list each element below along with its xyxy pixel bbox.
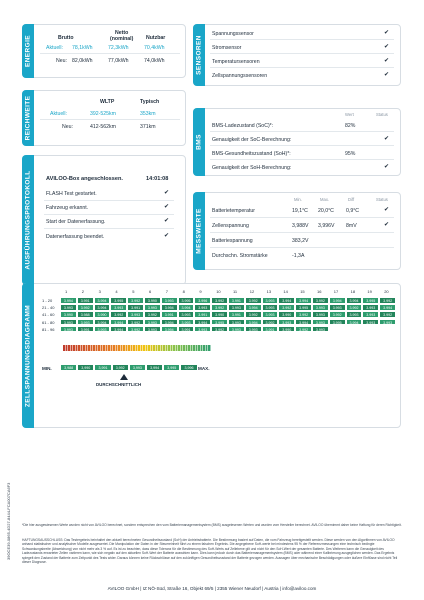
scale-tick (187, 344, 188, 352)
average-label: DURCHSCHNITTLICH (96, 382, 142, 387)
energie-value: 77,0kWh (108, 58, 129, 64)
scale-tick (185, 344, 186, 352)
scale-tick (147, 344, 148, 352)
scale-tick (192, 344, 193, 352)
cell-voltage: 3.994 (94, 297, 111, 304)
scale-tick (182, 344, 183, 352)
scale-tick (112, 344, 113, 352)
scale-value: 3,994 (146, 364, 163, 371)
bms-row-value: 82% (345, 123, 356, 129)
row-range-label: 61 - 80 (42, 319, 55, 325)
sensor-item: Spannungssensor (212, 31, 254, 37)
check-icon: ✔ (164, 233, 170, 239)
scale-tick (75, 344, 76, 352)
cell-voltage: 3.991 (228, 297, 245, 304)
protokoll-item: Fahrzeug erkannt. (46, 205, 89, 211)
scale-value: 3,996 (180, 364, 197, 371)
company-footer: AVILOO GmbH | IZ NÖ-Süd, Straße 16, Objekt 69/5 | 2355 Wiener Neudorf | Austria | info@aviloo.com (107, 586, 317, 591)
cell-voltage: 3.993 (144, 326, 161, 333)
reichweite-value: 392-525km (90, 111, 116, 117)
reichweite-header-typisch: Typisch (140, 99, 160, 105)
reichweite-value: 412-562km (90, 124, 116, 130)
cell-voltage: 3.991 (77, 297, 94, 304)
scale-tick (87, 344, 88, 352)
bms-row-label: Genauigkeit der SoH-Berechnung: (212, 165, 292, 171)
column-number: 3 (98, 289, 101, 294)
scale-tick (67, 344, 68, 352)
cell-voltage: 3.993 (94, 326, 111, 333)
cell-voltage: 3.996 (194, 297, 211, 304)
cell-voltage: 3.995 (110, 297, 127, 304)
cell-voltage: 3.993 (60, 304, 77, 311)
cell-voltage: 3.993 (278, 319, 295, 326)
check-icon: ✔ (384, 136, 390, 142)
cell-voltage: 3.993 (262, 304, 279, 311)
messwerte-value: 8mV (346, 223, 357, 229)
divider (210, 145, 394, 146)
document-id-vertical: 39OCE39-0865-4D27-8444-FCA007CA6F3 (6, 482, 11, 560)
scale-tick (80, 344, 81, 352)
cell-voltage: 3.993 (178, 319, 195, 326)
messwerte-row-label: Batterietemperatur (212, 208, 255, 214)
cell-voltage: 3.990 (144, 297, 161, 304)
cell-voltage: 3.992 (77, 304, 94, 311)
cell-voltage: 3.990 (278, 311, 295, 318)
cell-voltage: 3.992 (379, 297, 396, 304)
cell-voltage: 3.995 (211, 319, 228, 326)
cell-voltage: 3.992 (312, 297, 329, 304)
bms-row-label: BMS-Ladezustand (SoC)*: (212, 123, 274, 129)
cell-voltage: 3.994 (110, 319, 127, 326)
cell-voltage: 3.994 (245, 304, 262, 311)
scale-tick (200, 344, 201, 352)
scale-tick (127, 344, 128, 352)
scale-tick (180, 344, 181, 352)
cell-voltage: 3.992 (127, 319, 144, 326)
cell-voltage: 3.992 (329, 311, 346, 318)
scale-tick (145, 344, 146, 352)
cell-voltage: 3.991 (228, 311, 245, 318)
scale-tick (210, 344, 211, 352)
check-icon: ✔ (164, 190, 170, 196)
cell-voltage: 3.991 (194, 311, 211, 318)
cell-voltage: 3.993 (144, 319, 161, 326)
column-number: 10 (216, 289, 221, 294)
check-icon: ✔ (384, 164, 390, 170)
column-number: 2 (81, 289, 85, 294)
energie-row-label: Aktuell: (46, 45, 64, 51)
messwerte-value: 19,1°C (292, 208, 308, 214)
messwerte-header: Min. (294, 197, 302, 202)
scale-value: 3,991 (94, 364, 111, 371)
energie-header-nutzbar: Nutzbar (146, 35, 166, 41)
divider (210, 159, 394, 160)
cell-voltage: 3.993 (194, 304, 211, 311)
reichweite-value: 353km (140, 111, 156, 117)
protokoll-item: FLASH Test gestartet. (46, 191, 97, 197)
cell-voltage: 3.993 (262, 311, 279, 318)
scale-tick (110, 344, 111, 352)
cell-voltage: 3.992 (127, 326, 144, 333)
cell-voltage: 3.993 (346, 311, 363, 318)
cell-voltage: 3.993 (262, 297, 279, 304)
column-number: 16 (317, 289, 322, 294)
energie-row-label: Neu: (56, 58, 67, 64)
bms-tab: BMS (193, 108, 205, 176)
cell-voltage: 3.993 (379, 319, 396, 326)
sensoren-tab: SENSOREN (193, 24, 205, 86)
scale-tick (207, 344, 208, 352)
cell-voltage: 3.994 (178, 304, 195, 311)
cell-voltage: 3.993 (362, 311, 379, 318)
cell-voltage: 3.990 (94, 311, 111, 318)
scale-tick (70, 344, 71, 352)
check-icon: ✔ (384, 30, 390, 36)
messwerte-value: 20,0°C (318, 208, 334, 214)
cell-voltage: 3.993 (194, 326, 211, 333)
cell-voltage: 3.990 (211, 311, 228, 318)
scale-value: 3,995 (163, 364, 180, 371)
cell-voltage: 3.993 (60, 319, 77, 326)
energie-header-brutto: Brutto (58, 35, 74, 41)
energie-value: 70,4kWh (144, 45, 165, 51)
scale-tick (167, 344, 168, 352)
cell-voltage: 3.992 (245, 297, 262, 304)
zellspannung-tab: ZELLSPANNUNGSDIAGRAMM (22, 283, 34, 428)
messwerte-value: 383,2V (292, 238, 309, 244)
cell-voltage: 3.994 (194, 319, 211, 326)
scale-tick (92, 344, 93, 352)
cell-voltage: 3.991 (77, 326, 94, 333)
divider (210, 53, 394, 54)
scale-tick (95, 344, 96, 352)
cell-voltage: 3.992 (346, 304, 363, 311)
messwerte-header: Diff (348, 197, 355, 202)
column-number: 7 (165, 289, 169, 294)
disclaimer-text: HAFTUNGSAUSSCHLUSS: Das Testergebnis beinhaltet den aktuell berechneten Gesundheitszustand (SoH) der Antriebsbatterie. Die Bestimmung basiert auf Daten, die vom Fahrzeug bereitgestellt werden. Diese werden von den Algorithmen von AVILOO anhand statistischer und analytischer Modelle ausgewertet. Die Manipulation der Daten in der Steuereinheit führt zu einem falschen Ergebnis. Die angegebene SoH-werte bei mindestens 95 % der Referenzmessungen eine technisch bedingte Schwankungsbreite (Abweichung) von nicht mehr als 3 % auf. Es ist zu beachten, dass diese Toleranz für die Bestimmung des SoH-Werts auf Zellebene gilt und nicht für den SoH-Wert der gesamten Batterie. Des Weiteren kann die Genauigkeit des Ladezustands erwarteter Zellen variieren kann, wie sich negativ auf den aktuellen SoH-Wert der Batterie auswirken kann. Dies kann jedoch durch das Batteriemanagementsystem (BMS) oder während einer Kalibrierung ausgeglichen werden. Das Ergebnis spiegelt den Zustand der Batterie zum Zeitpunkt des Tests wider. Daraus können keine Rückschlüsse auf den zukünftigen Gesundheitszustand der Batterie gezogen werden. Aussagen über mechanische Beschädigungen oder äußere Einflüsse sind nicht Teil dieser Diagnose. (22, 538, 398, 565)
scale-value: 3,992 (112, 364, 129, 371)
energie-value: 74,0kWh (144, 58, 165, 64)
bms-row-label: Genauigkeit der SoC-Berechnung: (212, 137, 292, 143)
cell-voltage: 3.994 (329, 297, 346, 304)
column-number: 5 (132, 289, 135, 294)
cell-voltage: 3.988 (77, 311, 94, 318)
energie-card (22, 24, 186, 78)
divider (40, 119, 180, 120)
scale-tick (122, 344, 123, 352)
row-range-label: 21 - 40 (42, 305, 55, 311)
scale-tick (135, 344, 136, 352)
cell-voltage: 3.991 (178, 326, 195, 333)
cell-voltage: 3.994 (110, 326, 127, 333)
reichweite-row-label: Aktuell: (50, 111, 68, 117)
divider (210, 131, 394, 132)
protokoll-time: 14:01:08 (146, 176, 169, 182)
cell-voltage: 3.995 (178, 297, 195, 304)
cell-voltage: 3.994 (346, 319, 363, 326)
reichweite-header-wltp: WLTP (100, 99, 115, 105)
cell-voltage: 3.992 (278, 304, 295, 311)
scale-tick (150, 344, 151, 352)
scale-tick (172, 344, 173, 352)
scale-tick (175, 344, 176, 352)
cell-voltage: 3.993 (144, 304, 161, 311)
cell-voltage: 3.994 (161, 326, 178, 333)
cell-voltage: 3.992 (211, 297, 228, 304)
cell-voltage: 3.993 (178, 311, 195, 318)
column-number: 11 (233, 289, 238, 294)
column-number: 1 (65, 289, 68, 294)
sensor-item: Zellspannungssensoren (212, 73, 268, 79)
scale-value: 3,988 (60, 364, 77, 371)
scale-tick (62, 344, 63, 352)
cell-voltage: 3.994 (295, 297, 312, 304)
scale-tick (202, 344, 203, 352)
scale-value: 3,993 (129, 364, 146, 371)
scale-tick (77, 344, 78, 352)
divider (210, 67, 394, 68)
cell-voltage: 3.992 (211, 304, 228, 311)
messwerte-header: Max. (320, 197, 330, 202)
scale-tick (157, 344, 158, 352)
protokoll-tab: AUSFÜHRUNGSPROTOKOLL (22, 155, 34, 285)
scale-min-label: MIN. (42, 366, 52, 371)
protokoll-item: Datenerfassung beendet. (46, 234, 105, 240)
check-icon: ✔ (164, 204, 170, 210)
cell-voltage: 3.992 (295, 311, 312, 318)
column-number: 13 (266, 289, 272, 294)
bms-header-wert: Wert (345, 112, 354, 117)
cell-voltage: 3.994 (94, 319, 111, 326)
cell-voltage: 3.994 (161, 319, 178, 326)
scale-tick (105, 344, 106, 352)
cell-voltage: 3.993 (329, 304, 346, 311)
scale-tick (90, 344, 91, 352)
cell-voltage: 3.991 (161, 311, 178, 318)
messwerte-row-label: Zellenspannung (212, 223, 249, 229)
scale-tick (155, 344, 156, 352)
check-icon: ✔ (164, 218, 170, 224)
cell-voltage: 3.990 (60, 311, 77, 318)
reichweite-tab: REICHWEITE (22, 90, 34, 146)
check-icon: ✔ (384, 72, 390, 78)
cell-voltage: 3.992 (262, 319, 279, 326)
scale-tick (160, 344, 161, 352)
energie-value: 72,3kWh (108, 45, 129, 51)
reichweite-row-label: Neu: (62, 124, 73, 130)
scale-tick (142, 344, 143, 352)
cell-voltage: 3.994 (94, 304, 111, 311)
cell-voltage: 3.992 (211, 326, 228, 333)
energie-tab: ENERGIE (22, 24, 34, 78)
protokoll-item: Start der Datenerfassung. (46, 219, 106, 225)
scale-tick (132, 344, 133, 352)
scale-tick (102, 344, 103, 352)
messwerte-value: 3,996V (318, 223, 335, 229)
cell-voltage: 3.994 (278, 297, 295, 304)
scale-tick (125, 344, 126, 352)
scale-tick (162, 344, 163, 352)
cell-voltage: 3.993 (228, 326, 245, 333)
sensor-item: Temperatursensoren (212, 59, 260, 65)
messwerte-header: Status (376, 197, 388, 202)
column-number: 19 (367, 289, 372, 294)
scale-tick (152, 344, 153, 352)
bms-row-label: BMS-Gesundheitszustand (SoH)*: (212, 151, 291, 157)
cell-voltage: 3.992 (245, 311, 262, 318)
cell-voltage: 3.993 (245, 326, 262, 333)
scale-tick (130, 344, 131, 352)
divider (44, 228, 174, 229)
cell-voltage: 3.991 (262, 326, 279, 333)
divider (44, 214, 174, 215)
energie-value: 82,0kWh (72, 58, 93, 64)
column-number: 6 (149, 289, 152, 294)
cell-voltage: 3.992 (379, 311, 396, 318)
check-icon: ✔ (384, 44, 390, 50)
scale-tick (137, 344, 138, 352)
footnote-bms: *Die hier ausgewiesenen Werte wurden nicht von AVILOO berechnet, sondern entsprechen den vom Batteriemanagementsystem (BMS) ausgelesenen Werten und wurden vom Hersteller berechnet. AVILOO übernimmt daher keine Haftung für deren Richtigkeit. (22, 523, 402, 527)
row-range-label: 41 - 60 (42, 312, 55, 318)
cell-voltage: 3.993 (362, 304, 379, 311)
scale-tick (165, 344, 166, 352)
cell-voltage: 3.993 (362, 319, 379, 326)
average-marker-icon (120, 374, 128, 380)
cell-voltage: 3.995 (362, 297, 379, 304)
scale-tick (197, 344, 198, 352)
scale-value: 3,990 (77, 364, 94, 371)
column-number: 17 (333, 289, 339, 294)
scale-tick (205, 344, 206, 352)
cell-voltage: 3.992 (127, 297, 144, 304)
divider (210, 247, 394, 248)
scale-tick (120, 344, 121, 352)
cell-voltage: 3.995 (329, 319, 346, 326)
cell-voltage: 3.993 (312, 319, 329, 326)
scale-tick (190, 344, 191, 352)
cell-voltage: 3.993 (228, 304, 245, 311)
cell-voltage: 3.993 (77, 319, 94, 326)
check-icon: ✔ (384, 207, 390, 213)
scale-tick (100, 344, 101, 352)
divider (210, 217, 394, 218)
cell-voltage: 3.993 (161, 297, 178, 304)
check-icon: ✔ (384, 222, 390, 228)
scale-tick (117, 344, 118, 352)
cell-voltage: 3.991 (127, 304, 144, 311)
column-number: 15 (300, 289, 305, 294)
column-number: 18 (350, 289, 356, 294)
cell-voltage: 3.994 (295, 319, 312, 326)
scale-tick (97, 344, 98, 352)
cell-voltage: 3.992 (144, 311, 161, 318)
divider (40, 53, 180, 54)
sensor-item: Stromsensor (212, 45, 242, 51)
scale-tick (195, 344, 196, 352)
divider (44, 200, 174, 201)
cell-voltage: 3.993 (60, 326, 77, 333)
messwerte-value: 0,9°C (346, 208, 360, 214)
messwerte-value: -1,3A (292, 253, 305, 259)
cell-voltage: 3.993 (312, 326, 329, 333)
scale-tick (65, 344, 66, 352)
column-number: 9 (199, 289, 202, 294)
cell-voltage: 3.994 (245, 319, 262, 326)
row-range-label: 1 - 20 (42, 298, 53, 303)
divider (210, 39, 394, 40)
cell-voltage: 3.993 (110, 304, 127, 311)
cell-voltage: 3.992 (295, 326, 312, 333)
cell-voltage: 3.993 (312, 304, 329, 311)
cell-voltage: 3.993 (127, 311, 144, 318)
energie-header-netto: Netto (nominal) (110, 30, 134, 42)
scale-tick (177, 344, 178, 352)
scale-tick (85, 344, 86, 352)
protokoll-title: AVILOO-Box angeschlossen. (46, 176, 123, 182)
check-icon: ✔ (384, 58, 390, 64)
column-number: 12 (249, 289, 255, 294)
column-number: 20 (384, 289, 389, 294)
messwerte-tab: MESSWERTE (193, 192, 205, 270)
row-range-label: 81 - 96 (42, 326, 55, 332)
scale-tick (115, 344, 116, 352)
scale-tick (72, 344, 73, 352)
cell-voltage: 3.995 (295, 304, 312, 311)
scale-tick (140, 344, 141, 352)
scale-tick (82, 344, 83, 352)
cell-voltage: 3.994 (379, 304, 396, 311)
scale-tick (170, 344, 171, 352)
messwerte-row-label: Batteriespannung (212, 238, 253, 244)
column-number: 4 (115, 289, 118, 294)
column-number: 14 (283, 289, 288, 294)
column-number: 8 (182, 289, 185, 294)
cell-voltage: 3.993 (312, 311, 329, 318)
scale-max-label: MAX. (198, 366, 210, 371)
cell-voltage: 3.994 (161, 304, 178, 311)
energie-value: 78,1kWh (72, 45, 93, 51)
bms-header-status: Status (376, 112, 388, 117)
cell-voltage: 3.992 (110, 311, 127, 318)
bms-row-value: 95% (345, 151, 356, 157)
cell-voltage: 3.990 (278, 326, 295, 333)
cell-voltage: 3.993 (228, 319, 245, 326)
cell-voltage: 3.994 (60, 297, 77, 304)
cell-voltage: 3.994 (346, 297, 363, 304)
divider (210, 232, 394, 233)
scale-tick (107, 344, 108, 352)
messwerte-value: 3,988V (292, 223, 309, 229)
reichweite-value: 371km (140, 124, 156, 130)
messwerte-row-label: Durchschn. Stromstärke (212, 253, 268, 259)
